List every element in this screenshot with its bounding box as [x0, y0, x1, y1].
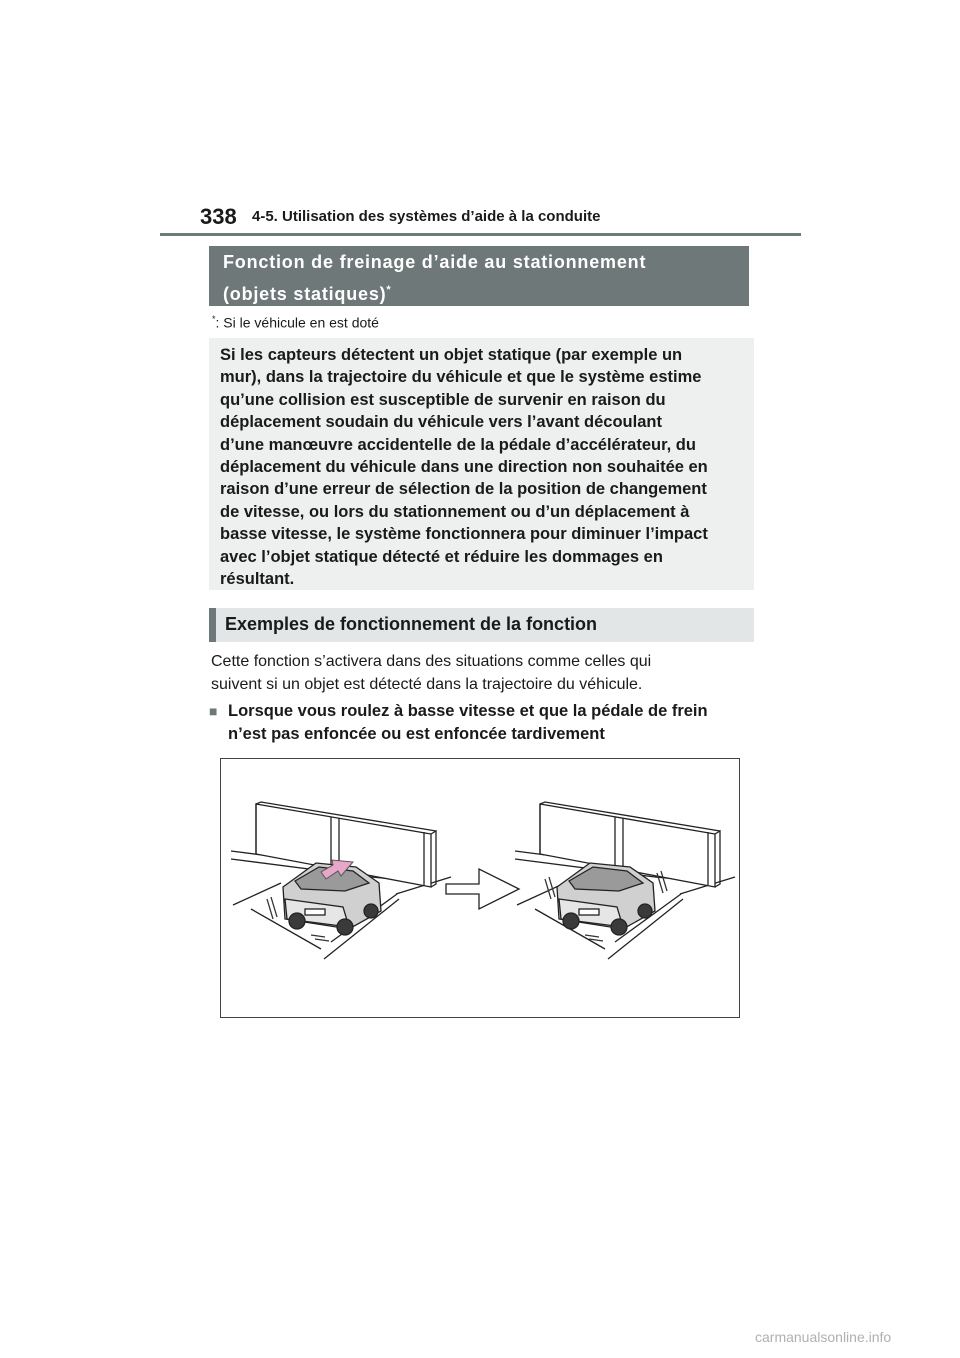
right-scene — [515, 802, 735, 959]
bullet-text — [228, 700, 708, 745]
footnote — [212, 314, 379, 331]
intro-line: d’une manœuvre accidentelle de la pédale d’accélérateur, du — [220, 435, 696, 454]
watermark: carmanualsonline.info — [755, 1329, 892, 1345]
body-paragraph — [211, 651, 756, 696]
bullet-line: n’est pas enfoncée ou est enfoncée tardivement — [228, 724, 605, 743]
intro-line: Si les capteurs détectent un objet statique (par exemple un — [220, 346, 683, 364]
intro-line: qu’une collision est susceptible de survenir en raison du — [220, 390, 666, 409]
subsection-heading: Exemples de fonctionnement de la fonction — [209, 608, 754, 642]
illustration-svg — [221, 759, 739, 1017]
intro-text — [220, 344, 742, 590]
page-number: 338 — [200, 204, 237, 229]
intro-box — [209, 338, 754, 590]
body-line: Cette fonction s’activera dans des situations comme celles qui — [211, 653, 652, 670]
intro-line: raison d’une erreur de sélection de la position de changement — [220, 480, 707, 499]
title-asterisk: * — [386, 284, 392, 296]
transition-arrow-icon — [446, 869, 519, 909]
intro-line: déplacement du véhicule dans une direction non souhaitée en — [220, 458, 708, 477]
section-title-box — [209, 246, 749, 306]
body-line: suivent si un objet est détecté dans la trajectoire du véhicule. — [211, 675, 643, 693]
footnote-text: : Si le véhicule en est doté — [215, 314, 379, 331]
intro-line: déplacement soudain du véhicule vers l’avant découlant — [220, 413, 662, 432]
section-title-text: (objets statiques) — [223, 284, 387, 304]
square-bullet-icon: ■ — [209, 703, 218, 719]
intro-line: de vitesse, ou lors du stationnement ou d’un déplacement à — [220, 502, 690, 521]
parking-illustration — [220, 758, 740, 1018]
footnote-marker: * — [212, 314, 216, 324]
bullet-line: Lorsque vous roulez à basse vitesse et que la pédale de frein — [228, 702, 708, 720]
intro-line: avec l’objet statique détecté et réduire les dommages en — [220, 547, 663, 566]
intro-line: basse vitesse, le système fonctionnera pour diminuer l’impact — [220, 525, 708, 544]
intro-line: mur), dans la trajectoire du véhicule et que le système estime — [220, 368, 702, 387]
running-header: 4-5. Utilisation des systèmes d’aide à la conduite — [252, 208, 601, 225]
section-title-line1: Fonction de freinage d’aide au stationnement — [223, 252, 647, 272]
bullet-item — [209, 700, 754, 745]
intro-line: résultant. — [220, 570, 295, 589]
left-scene — [231, 802, 451, 959]
header-divider — [160, 233, 801, 236]
section-title-line2 — [223, 276, 735, 308]
